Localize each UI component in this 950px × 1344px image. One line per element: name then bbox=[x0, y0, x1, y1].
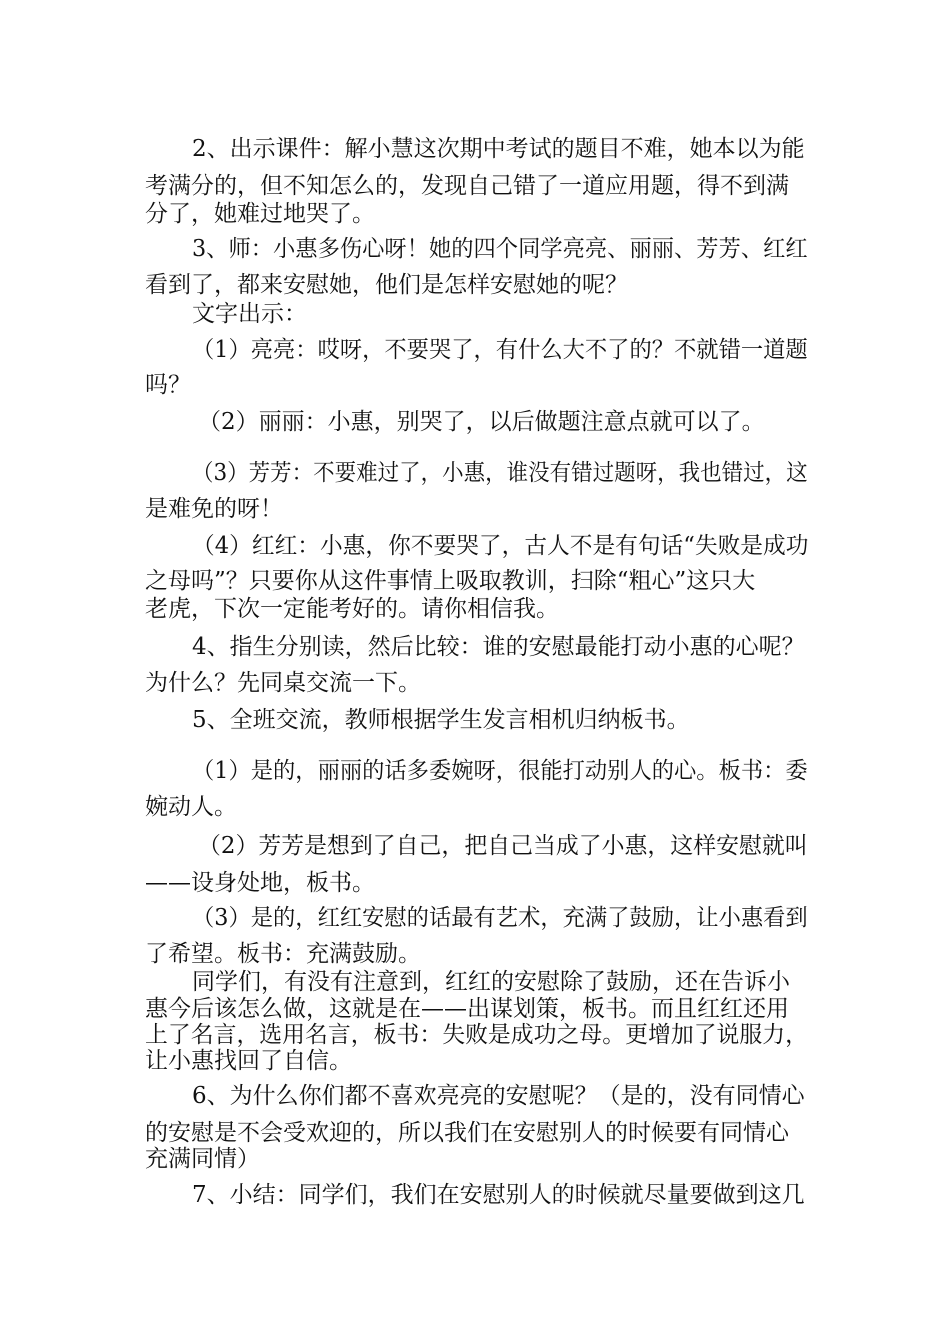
text-line: 2、出示课件：解小慧这次期中考试的题目不难，她本以为能 bbox=[192, 136, 805, 162]
text-line: 吗？ bbox=[145, 372, 191, 398]
text-line: 考满分的，但不知怎么的，发现自己错了一道应用题，得不到满 bbox=[145, 173, 789, 199]
text-line: （4）红红：小惠，你不要哭了，古人不是有句话“失败是成功 bbox=[192, 533, 809, 559]
text-line: 老虎，下次一定能考好的。请你相信我。 bbox=[145, 596, 559, 622]
text-line: （1）亮亮：哎呀，不要哭了，有什么大不了的？不就错一道题 bbox=[192, 337, 808, 363]
text-line: （3）是的，红红安慰的话最有艺术，充满了鼓励，让小惠看到 bbox=[192, 905, 808, 931]
text-line: 分了，她难过地哭了。 bbox=[145, 201, 375, 227]
text-line: （2）丽丽：小惠，别哭了，以后做题注意点就可以了。 bbox=[198, 409, 765, 435]
text-line: 了希望。板书：充满鼓励。 bbox=[145, 941, 421, 967]
text-line: 文字出示： bbox=[192, 301, 307, 327]
text-line: 婉动人。 bbox=[145, 794, 237, 820]
text-line: 为什么？先同桌交流一下。 bbox=[145, 670, 421, 696]
text-line: 惠今后该怎么做，这就是在——出谋划策，板书。而且红红还用 bbox=[145, 996, 789, 1022]
text-line: （3）芳芳：不要难过了，小惠，谁没有错过题呀，我也错过，这 bbox=[192, 460, 808, 486]
text-line: 7、小结：同学们，我们在安慰别人的时候就尽量要做到这几 bbox=[192, 1182, 805, 1208]
text-line: （2）芳芳是想到了自己，把自己当成了小惠，这样安慰就叫 bbox=[198, 833, 808, 859]
text-line: ——设身处地，板书。 bbox=[145, 870, 375, 896]
text-line: 看到了，都来安慰她，他们是怎样安慰她的呢？ bbox=[145, 272, 628, 298]
text-line: 的安慰是不会受欢迎的，所以我们在安慰别人的时候要有同情心 bbox=[145, 1120, 789, 1146]
text-line: 4、指生分别读，然后比较：谁的安慰最能打动小惠的心呢？ bbox=[192, 634, 805, 660]
text-line: 同学们，有没有注意到，红红的安慰除了鼓励，还在告诉小 bbox=[192, 969, 790, 995]
text-line: 3、师：小惠多伤心呀！她的四个同学亮亮、丽丽、芳芳、红红 bbox=[192, 236, 808, 262]
text-line: （1）是的，丽丽的话多委婉呀，很能打动别人的心。板书：委 bbox=[192, 758, 808, 784]
text-line: 让小惠找回了自信。 bbox=[145, 1048, 352, 1074]
text-line: 5、全班交流，教师根据学生发言相机归纳板书。 bbox=[192, 707, 690, 733]
text-line: 充满同情） bbox=[145, 1146, 260, 1172]
text-line: 6、为什么你们都不喜欢亮亮的安慰呢？（是的，没有同情心 bbox=[192, 1083, 805, 1109]
text-line: 是难免的呀！ bbox=[145, 496, 283, 522]
text-line: 之母吗”？只要你从这件事情上吸取教训，扫除“粗心”这只大 bbox=[145, 568, 756, 594]
text-line: 上了名言，选用名言，板书：失败是成功之母。更增加了说服力， bbox=[145, 1022, 808, 1048]
